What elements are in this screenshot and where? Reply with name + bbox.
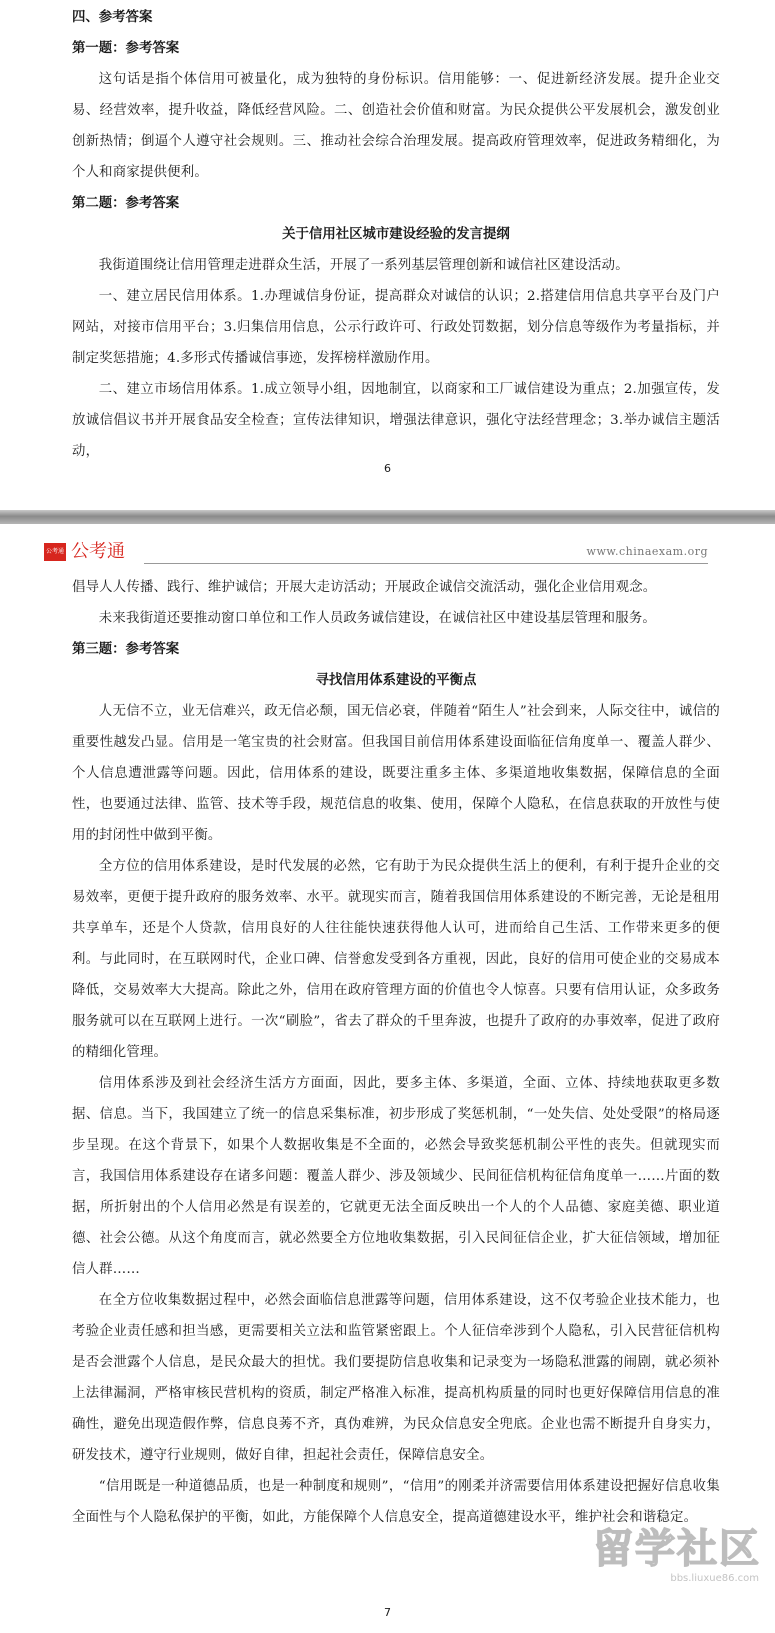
site-url: www.chinaexam.org — [586, 545, 708, 558]
header-divider — [144, 563, 708, 564]
q2-paragraph: 我街道围绕让信用管理走进群众生活，开展了一系列基层管理创新和诚信社区建设活动。 — [98, 258, 629, 273]
q3-paragraph: “信用既是一种道德品质，也是一种制度和规则”，“信用”的刚柔并济需要信用体系建设把握好信息收集全面性与个人隐私保护的平衡，如此，方能保障个人信息安全，提高道德建设水平，维护社会和谐稳定。 — [72, 1479, 720, 1525]
q2-heading: 第二题：参考答案 — [72, 195, 180, 211]
section-heading: 四、参考答案 — [72, 9, 153, 25]
logo-text: 公考通 — [71, 541, 125, 562]
q1-heading: 第一题：参考答案 — [72, 40, 180, 56]
page-number: 7 — [384, 1606, 391, 1619]
watermark-logo: 留学社区 — [593, 1526, 761, 1572]
q3-heading: 第三题：参考答案 — [72, 641, 180, 657]
q3-paragraph: 信用体系涉及到社会经济生活方方面面，因此，要多主体、多渠道，全面、立体、持续地获取更多数据、信息。当下，我国建立了统一的信息采集标准，初步形成了奖惩机制，“一处失信、处处受限”的格局逐步呈现。在这个背景下，如果个人数据收集是不全面的，必然会导致奖惩机制公平性的丧失。但就现实而言，我国信用体系建设存在诸多问题：覆盖人群少、涉及领域少、民间征信机构征信角度单一……片面的数据，所折射出的个人信用必然是有误差的，它就更无法全面反映出一个人的个人品德、家庭美德、职业道德、社会公德。从这个角度而言，就必然要全方位地收集数据，引入民间征信企业，扩大征信领域，增加征信人群…… — [72, 1076, 720, 1277]
q3-title: 寻找信用体系建设的平衡点 — [315, 672, 477, 688]
q3-paragraph: 在全方位收集数据过程中，必然会面临信息泄露等问题，信用体系建设，这不仅考验企业技术能力，也考验企业责任感和担当感，更需要相关立法和监管紧密跟上。个人征信牵涉到个人隐私，引入民营征信机构是否会泄露个人信息，是民众最大的担忧。我们要提防信息收集和记录变为一场隐私泄露的闹剧，就必须补上法律漏洞，严格审核民营机构的资质，制定严格准入标准，提高机构质量的同时也更好保障信用信息的准确性，避免出现造假作弊，信息良莠不齐，真伪难辨，为民众信息安全兜底。企业也需不断提升自身实力，研发技术，遵守行业规则，做好自律，担起社会责任，保障信息安全。 — [72, 1293, 720, 1463]
q2-paragraph: 一、建立居民信用体系。1.办理诚信身份证，提高群众对诚信的认识；2.搭建信用信息共享平台及门户网站，对接市信用平台；3.归集信用信息，公示行政许可、行政处罚数据，划分信息等级作为考量指标，并制定奖惩措施；4.多形式传播诚信事迹，发挥榜样激励作用。 — [72, 289, 720, 366]
q2-paragraph: 未来我街道还要推动窗口单位和工作人员政务诚信建设，在诚信社区中建设基层管理和服务。 — [98, 611, 657, 626]
logo-badge: 公考通 — [44, 543, 66, 561]
page-header — [44, 541, 708, 567]
q3-paragraph: 人无信不立，业无信难兴，政无信必颓，国无信必衰，伴随着“陌生人”社会到来，人际交往中，诚信的重要性越发凸显。信用是一笔宝贵的社会财富。但我国目前信用体系建设面临征信角度单一、覆盖人群少、个人信息遭泄露等问题。因此，信用体系的建设，既要注重多主体、多渠道地收集数据，保障信息的全面性，也要通过法律、监管、技术等手段，规范信息的收集、使用，保障个人隐私，在信息获取的开放性与使用的封闭性中做到平衡。 — [72, 704, 720, 843]
page-separator — [0, 510, 775, 524]
q1-answer: 这句话是指个体信用可被量化，成为独特的身份标识。信用能够：一、促进新经济发展。提升企业交易、经营效率，提升收益，降低经营风险。二、创造社会价值和财富。为民众提供公平发展机会，激发创业创新热情；倒逼个人遵守社会规则。三、推动社会综合治理发展。提高政府管理效率，促进政务精细化，为个人和商家提供便利。 — [72, 72, 720, 180]
page-7-content — [72, 572, 720, 1533]
q2-paragraph-continued: 倡导人人传播、践行、维护诚信；开展大走访活动；开展政企诚信交流活动，强化企业信用观念。 — [72, 580, 657, 595]
q3-paragraph: 全方位的信用体系建设，是时代发展的必然，它有助于为民众提供生活上的便利，有利于提升企业的交易效率，更便于提升政府的服务效率、水平。就现实而言，随着我国信用体系建设的不断完善，无论是租用共享单车，还是个人贷款，信用良好的人往往能快速获得他人认可，进而给自己生活、工作带来更多的便利。与此同时，在互联网时代，企业口碑、信誉愈发受到各方重视，因此，良好的信用可使企业的交易成本降低，交易效率大大提高。除此之外，信用在政府管理方面的价值也令人惊喜。只要有信用认证，众多政务服务就可以在互联网上进行。一次“刷脸”，省去了群众的千里奔波，也提升了政府的办事效率，促进了政府的精细化管理。 — [72, 859, 720, 1060]
page-6 — [0, 0, 775, 510]
page-7 — [0, 524, 775, 1633]
watermark-url: bbs.liuxue86.com — [670, 1573, 759, 1584]
page-number: 6 — [384, 462, 391, 475]
page-6-content — [72, 2, 720, 467]
q2-paragraph: 二、建立市场信用体系。1.成立领导小组，因地制宜，以商家和工厂诚信建设为重点；2.加强宣传，发放诚信倡议书并开展食品安全检查；宣传法律知识，增强法律意识，强化守法经营理念；3.举办诚信主题活动， — [72, 382, 720, 459]
watermark — [593, 1523, 763, 1593]
q2-title: 关于信用社区城市建设经验的发言提纲 — [282, 226, 510, 242]
